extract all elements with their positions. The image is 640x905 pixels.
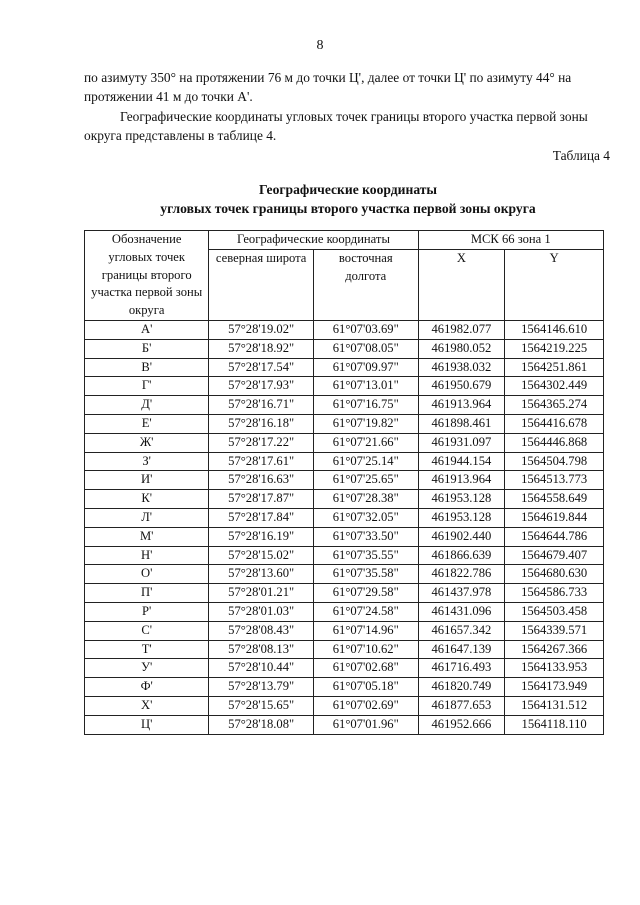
table-row — [85, 471, 604, 490]
y-cell: 1564267.366 — [505, 640, 604, 659]
header-designation: Обозначение угловых точек границы второго участка первой зоны округа — [85, 231, 209, 321]
point-cell: Л' — [85, 508, 209, 527]
latitude-cell: 57°28'15.65" — [209, 696, 314, 715]
point-cell: З' — [85, 452, 209, 471]
longitude-cell: 61°07'29.58" — [313, 584, 418, 603]
x-cell: 461913.964 — [418, 396, 505, 415]
y-cell: 1564365.274 — [505, 396, 604, 415]
longitude-cell: 61°07'25.14" — [313, 452, 418, 471]
paragraph-boundary-description: по азимуту 350° на протяжении 76 м до точки Ц', далее от точки Ц' по азимуту 44° на протяжении 41 м до точки А'. — [84, 70, 572, 104]
table-row — [85, 320, 604, 339]
x-cell: 461944.154 — [418, 452, 505, 471]
longitude-cell: 61°07'19.82" — [313, 414, 418, 433]
table-row — [85, 621, 604, 640]
y-cell: 1564503.458 — [505, 602, 604, 621]
latitude-cell: 57°28'16.71" — [209, 396, 314, 415]
longitude-cell: 61°07'01.96" — [313, 715, 418, 734]
table-row — [85, 414, 604, 433]
x-cell: 461647.139 — [418, 640, 505, 659]
x-cell: 461898.461 — [418, 414, 505, 433]
table-title-line-2: угловых точек границы второго участка первой зоны округа — [160, 201, 536, 216]
latitude-cell: 57°28'17.22" — [209, 433, 314, 452]
y-cell: 1564679.407 — [505, 546, 604, 565]
table-row — [85, 452, 604, 471]
y-cell: 1564586.733 — [505, 584, 604, 603]
header-y: Y — [505, 249, 604, 320]
y-cell: 1564680.630 — [505, 565, 604, 584]
x-cell: 461938.032 — [418, 358, 505, 377]
latitude-cell: 57°28'18.08" — [209, 715, 314, 734]
y-cell: 1564131.512 — [505, 696, 604, 715]
longitude-cell: 61°07'25.65" — [313, 471, 418, 490]
point-cell: Н' — [85, 546, 209, 565]
table-row — [85, 358, 604, 377]
longitude-cell: 61°07'09.97" — [313, 358, 418, 377]
longitude-cell: 61°07'02.69" — [313, 696, 418, 715]
latitude-cell: 57°28'10.44" — [209, 659, 314, 678]
longitude-cell: 61°07'35.55" — [313, 546, 418, 565]
table-title-line-1: Географические координаты — [258, 182, 438, 197]
y-cell: 1564302.449 — [505, 377, 604, 396]
longitude-cell: 61°07'24.58" — [313, 602, 418, 621]
y-cell: 1564558.649 — [505, 490, 604, 509]
x-cell: 461952.666 — [418, 715, 505, 734]
header-x: X — [418, 249, 505, 320]
table-row — [85, 490, 604, 509]
latitude-cell: 57°28'08.43" — [209, 621, 314, 640]
point-cell: Х' — [85, 696, 209, 715]
latitude-cell: 57°28'15.02" — [209, 546, 314, 565]
longitude-cell: 61°07'03.69" — [313, 320, 418, 339]
latitude-cell: 57°28'01.03" — [209, 602, 314, 621]
paragraph-table-reference: Географические координаты угловых точек границы второго участка первой зоны округа представлены в таблице 4. — [84, 109, 588, 143]
table-row — [85, 565, 604, 584]
table-row — [85, 396, 604, 415]
table-row — [85, 678, 604, 697]
table-row — [85, 584, 604, 603]
point-cell: М' — [85, 527, 209, 546]
longitude-cell: 61°07'10.62" — [313, 640, 418, 659]
point-cell: У' — [85, 659, 209, 678]
y-cell: 1564446.868 — [505, 433, 604, 452]
table-row — [85, 602, 604, 621]
x-cell: 461866.639 — [418, 546, 505, 565]
latitude-cell: 57°28'16.18" — [209, 414, 314, 433]
y-cell: 1564146.610 — [505, 320, 604, 339]
point-cell: Р' — [85, 602, 209, 621]
table-row — [85, 433, 604, 452]
latitude-cell: 57°28'17.61" — [209, 452, 314, 471]
longitude-cell: 61°07'33.50" — [313, 527, 418, 546]
latitude-cell: 57°28'17.87" — [209, 490, 314, 509]
point-cell: П' — [85, 584, 209, 603]
table-body — [85, 320, 604, 734]
x-cell: 461822.786 — [418, 565, 505, 584]
table-row — [85, 546, 604, 565]
y-cell: 1564619.844 — [505, 508, 604, 527]
latitude-cell: 57°28'17.84" — [209, 508, 314, 527]
y-cell: 1564133.953 — [505, 659, 604, 678]
point-cell: Г' — [85, 377, 209, 396]
x-cell: 461820.749 — [418, 678, 505, 697]
x-cell: 461982.077 — [418, 320, 505, 339]
x-cell: 461437.978 — [418, 584, 505, 603]
point-cell: Ц' — [85, 715, 209, 734]
header-latitude: северная широта — [209, 249, 314, 320]
longitude-cell: 61°07'21.66" — [313, 433, 418, 452]
point-cell: Ф' — [85, 678, 209, 697]
table-caption: Таблица 4 — [552, 148, 610, 163]
table-row — [85, 377, 604, 396]
x-cell: 461950.679 — [418, 377, 505, 396]
latitude-cell: 57°28'01.21" — [209, 584, 314, 603]
x-cell: 461980.052 — [418, 339, 505, 358]
longitude-cell: 61°07'13.01" — [313, 377, 418, 396]
latitude-cell: 57°28'13.79" — [209, 678, 314, 697]
y-cell: 1564173.949 — [505, 678, 604, 697]
table-row — [85, 339, 604, 358]
x-cell: 461913.964 — [418, 471, 505, 490]
latitude-cell: 57°28'16.19" — [209, 527, 314, 546]
longitude-cell: 61°07'16.75" — [313, 396, 418, 415]
x-cell: 461953.128 — [418, 508, 505, 527]
page-number: 8 — [316, 38, 324, 53]
x-cell: 461657.342 — [418, 621, 505, 640]
longitude-cell: 61°07'35.58" — [313, 565, 418, 584]
longitude-cell: 61°07'02.68" — [313, 659, 418, 678]
table-row — [85, 640, 604, 659]
y-cell: 1564219.225 — [505, 339, 604, 358]
y-cell: 1564118.110 — [505, 715, 604, 734]
latitude-cell: 57°28'17.54" — [209, 358, 314, 377]
y-cell: 1564339.571 — [505, 621, 604, 640]
y-cell: 1564644.786 — [505, 527, 604, 546]
x-cell: 461716.493 — [418, 659, 505, 678]
latitude-cell: 57°28'19.02" — [209, 320, 314, 339]
longitude-cell: 61°07'32.05" — [313, 508, 418, 527]
point-cell: Ж' — [85, 433, 209, 452]
x-cell: 461877.653 — [418, 696, 505, 715]
point-cell: Д' — [85, 396, 209, 415]
table-row — [85, 527, 604, 546]
header-geo-coords: Географические координаты — [209, 231, 418, 250]
y-cell: 1564504.798 — [505, 452, 604, 471]
point-cell: С' — [85, 621, 209, 640]
longitude-cell: 61°07'28.38" — [313, 490, 418, 509]
y-cell: 1564251.861 — [505, 358, 604, 377]
latitude-cell: 57°28'18.92" — [209, 339, 314, 358]
longitude-cell: 61°07'14.96" — [313, 621, 418, 640]
y-cell: 1564513.773 — [505, 471, 604, 490]
longitude-cell: 61°07'08.05" — [313, 339, 418, 358]
point-cell: И' — [85, 471, 209, 490]
x-cell: 461902.440 — [418, 527, 505, 546]
header-msk: МСК 66 зона 1 — [418, 231, 603, 250]
coordinates-table — [84, 230, 604, 735]
point-cell: В' — [85, 358, 209, 377]
latitude-cell: 57°28'17.93" — [209, 377, 314, 396]
table-row — [85, 508, 604, 527]
point-cell: Т' — [85, 640, 209, 659]
x-cell: 461931.097 — [418, 433, 505, 452]
table-row — [85, 659, 604, 678]
x-cell: 461431.096 — [418, 602, 505, 621]
header-longitude: восточная долгота — [313, 249, 418, 320]
x-cell: 461953.128 — [418, 490, 505, 509]
longitude-cell: 61°07'05.18" — [313, 678, 418, 697]
point-cell: О' — [85, 565, 209, 584]
point-cell: Б' — [85, 339, 209, 358]
latitude-cell: 57°28'13.60" — [209, 565, 314, 584]
latitude-cell: 57°28'16.63" — [209, 471, 314, 490]
table-title — [84, 180, 612, 218]
point-cell: А' — [85, 320, 209, 339]
table-row — [85, 696, 604, 715]
point-cell: Е' — [85, 414, 209, 433]
latitude-cell: 57°28'08.13" — [209, 640, 314, 659]
point-cell: К' — [85, 490, 209, 509]
y-cell: 1564416.678 — [505, 414, 604, 433]
table-row — [85, 715, 604, 734]
